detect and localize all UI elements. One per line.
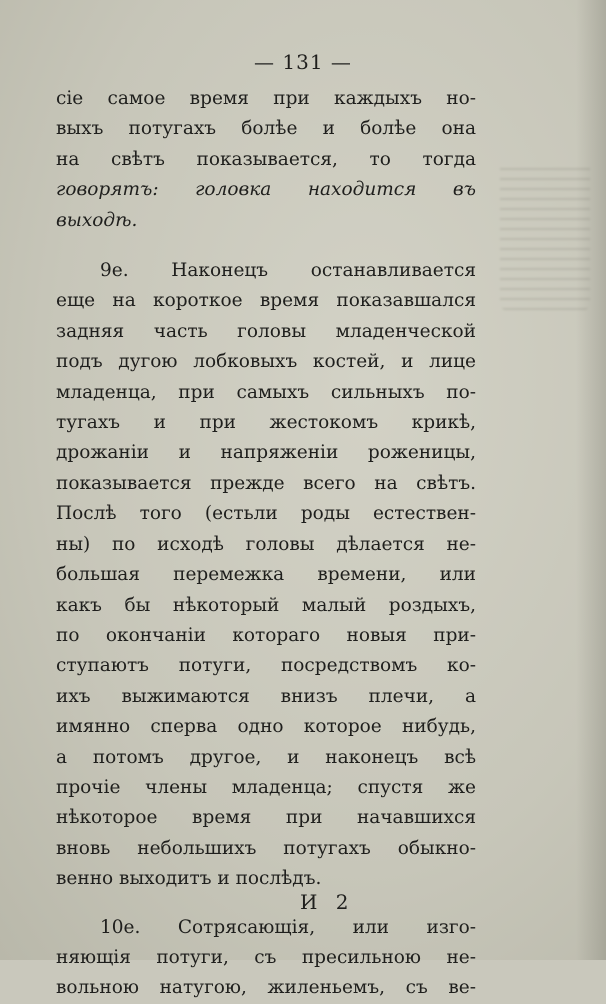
- page-edge-shadow: [576, 0, 606, 960]
- paragraph-start-line: 10е. Сотрясающія, или изго-: [100, 916, 476, 938]
- paragraph-start-line: 9е. Наконецъ останавливается: [100, 260, 476, 282]
- paragraph-gap: [56, 236, 476, 256]
- text-line: ихъ выжимаются внизъ плечи, а: [56, 685, 476, 707]
- text-line: ступаютъ потуги, посредствомъ ко-: [56, 655, 476, 677]
- text-line: ны) по исходѣ головы дѣлается не-: [56, 533, 476, 555]
- text-line: нѣкоторое время при начавшихся: [56, 807, 476, 829]
- text-line: еще на короткое время показавшался: [56, 290, 476, 312]
- text-line: выхъ потугахъ болѣе и болѣе она: [56, 118, 476, 140]
- text-line: младенца, при самыхъ сильныхъ по-: [56, 381, 476, 403]
- text-line: Послѣ того (естьли роды естествен-: [56, 503, 476, 525]
- signature-mark: И 2: [300, 890, 355, 914]
- text-line: по окончаніи котораго новыя при-: [56, 624, 476, 646]
- text-line: венно выходитъ и послѣдъ.: [56, 868, 322, 890]
- text-line: прочіе члены младенца; спустя же: [56, 776, 476, 798]
- paragraph-gap: [56, 895, 476, 913]
- text-line: дрожаніи и напряженіи роженицы,: [56, 442, 476, 464]
- text-line: имянно сперва одно которое нибудь,: [56, 716, 476, 738]
- text-line: вновь небольшихъ потугахъ обыкно-: [56, 837, 476, 859]
- text-line: тугахъ и при жестокомъ крикѣ,: [56, 412, 476, 434]
- text-line: на свѣтъ показывается, то тогда: [56, 148, 476, 170]
- page-number: — 131 —: [254, 50, 352, 74]
- text-line: выходѣ.: [56, 209, 138, 231]
- body-text: [56, 84, 476, 1004]
- text-line: подъ дугою лобковыхъ костей, и лице: [56, 351, 476, 373]
- text-line: а потомъ другое, и наконецъ всѣ: [56, 746, 476, 768]
- text-line: говорятъ: головка находится въ: [56, 179, 476, 201]
- text-line: показывается прежде всего на свѣтъ.: [56, 472, 476, 494]
- text-line: задняя часть головы младенческой: [56, 320, 476, 342]
- text-line: вольною натугою, жиленьемъ, съ ве-: [56, 977, 476, 999]
- text-line: какъ бы нѣкоторый малый роздыхъ,: [56, 594, 476, 616]
- text-line: няющія потуги, съ пресильною не-: [56, 946, 476, 968]
- text-line: большая перемежка времени, или: [56, 564, 476, 586]
- text-line: сіе самое время при каждыхъ но-: [56, 88, 476, 109]
